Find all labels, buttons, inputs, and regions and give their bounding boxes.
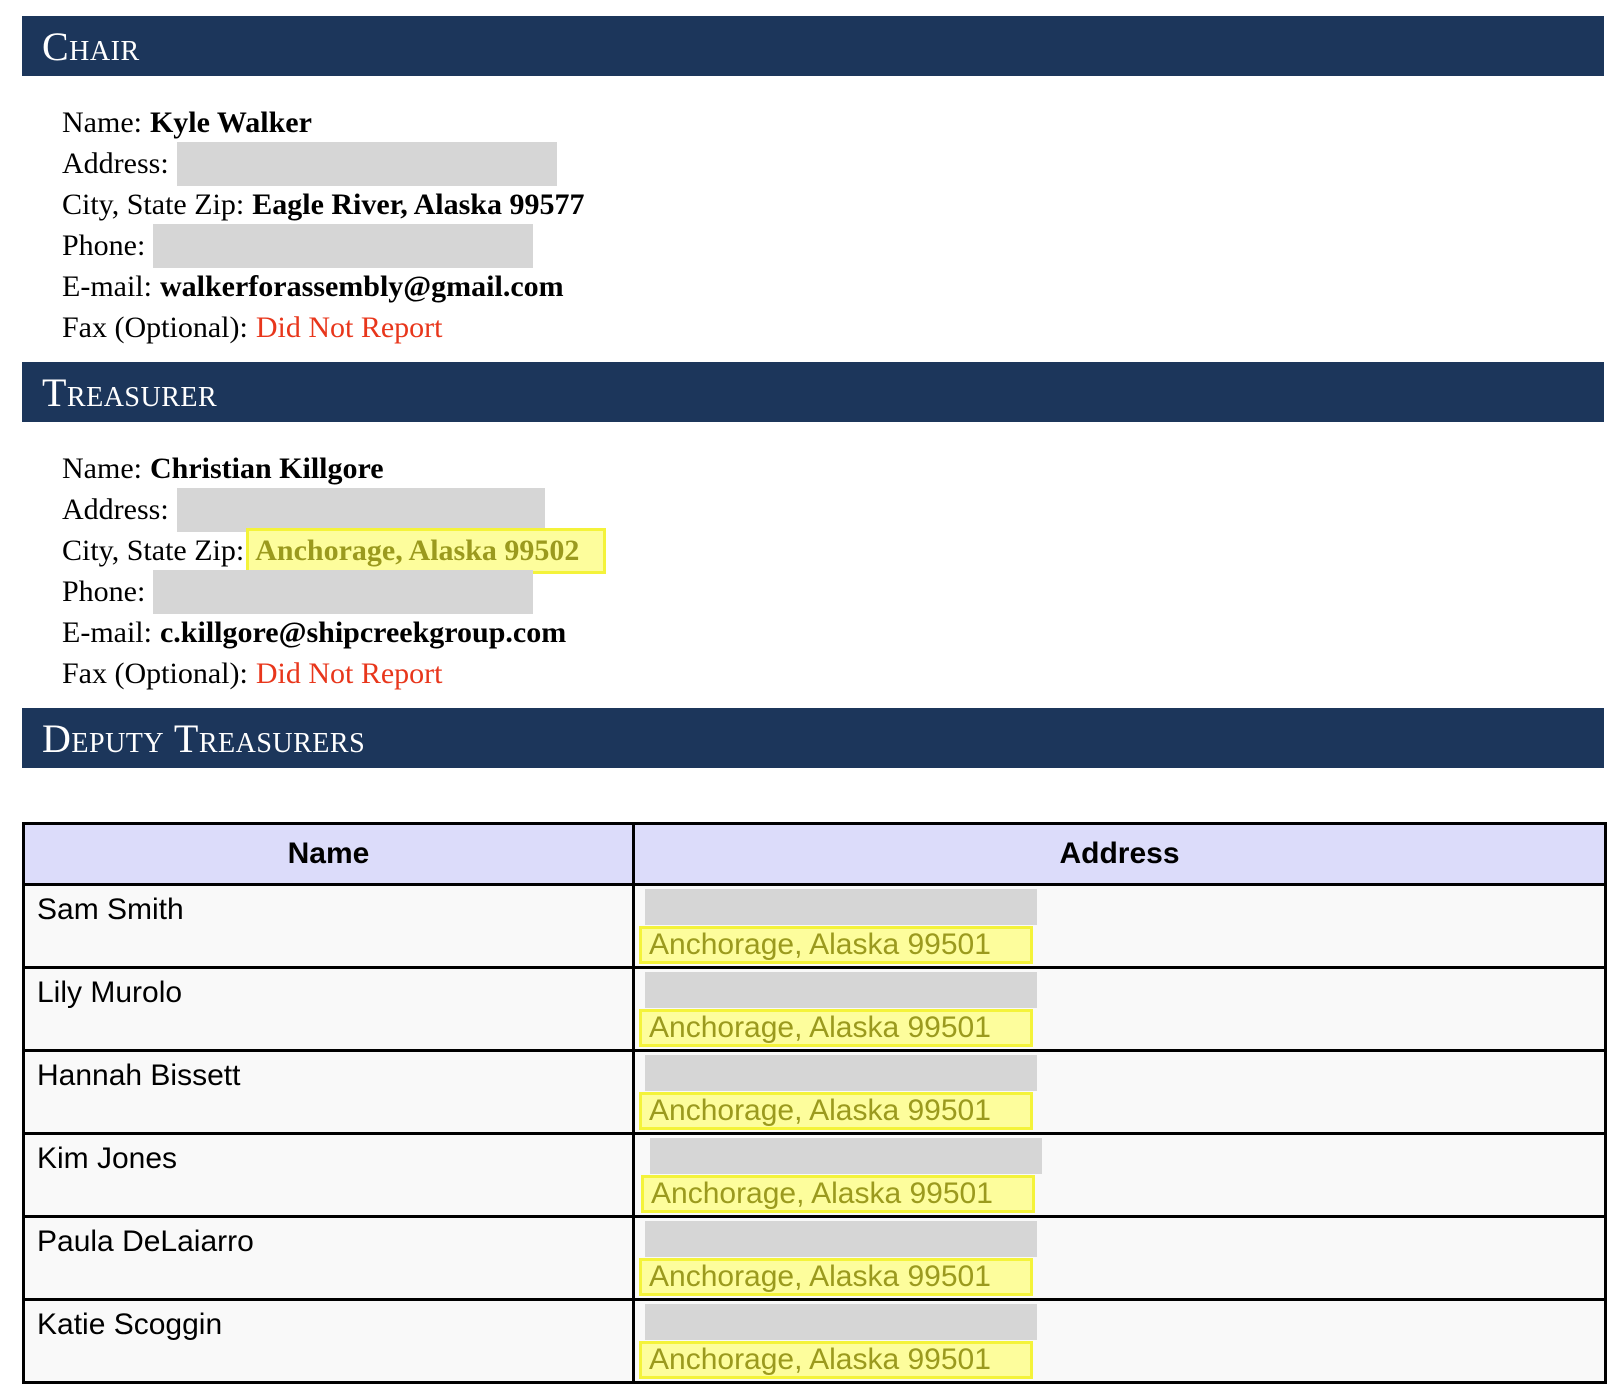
treasurer-email-row (62, 612, 606, 653)
chair-address-redaction (177, 142, 557, 186)
table-row (24, 1300, 1606, 1383)
chair-city-row (62, 184, 584, 225)
treasurer-name-value: Christian Killgore (149, 452, 384, 485)
address-cell (634, 1134, 1606, 1217)
treasurer-fax-label: Fax (Optional): (62, 657, 248, 690)
treasurer-email-value: c.killgore@shipcreekgroup.com (159, 616, 567, 649)
treasurer-phone-redaction (153, 570, 533, 614)
address-redaction (645, 1221, 1037, 1257)
treasurer-fax-row (62, 653, 606, 694)
chair-fax-label: Fax (Optional): (62, 311, 248, 344)
address-redaction (645, 972, 1037, 1008)
treasurer-header-title: Treasurer (42, 369, 218, 415)
name-cell (24, 1134, 634, 1217)
chair-email-label: E-mail: (62, 270, 152, 303)
address-cell (634, 1300, 1606, 1383)
treasurer-city-label: City, State Zip: (62, 534, 245, 567)
table-row (24, 968, 1606, 1051)
chair-name-label: Name: (62, 106, 142, 139)
treasurer-details (62, 448, 606, 694)
city-highlight: Anchorage, Alaska 99501 (639, 1258, 1033, 1296)
address-redaction (645, 889, 1037, 925)
treasurer-fax-value: Did Not Report (255, 657, 443, 690)
chair-fax-value: Did Not Report (255, 311, 443, 344)
city-highlight: Anchorage, Alaska 99501 (639, 1092, 1033, 1130)
deputy-name: Katie Scoggin (37, 1308, 223, 1341)
chair-phone-redaction (153, 224, 533, 268)
treasurer-address-redaction (177, 488, 545, 532)
treasurer-name-row (62, 448, 606, 489)
chair-name-row (62, 102, 584, 143)
table-row (24, 1217, 1606, 1300)
treasurer-city-row (62, 530, 606, 571)
treasurer-address-label: Address: (62, 493, 169, 526)
chair-address-label: Address: (62, 147, 169, 180)
city-highlight: Anchorage, Alaska 99501 (639, 1009, 1033, 1047)
address-cell (634, 968, 1606, 1051)
city-highlight: Anchorage, Alaska 99501 (639, 926, 1033, 964)
deputy-name: Sam Smith (37, 893, 184, 926)
address-redaction (645, 1055, 1037, 1091)
treasurer-email-label: E-mail: (62, 616, 152, 649)
name-cell (24, 1217, 634, 1300)
chair-header-title: Chair (42, 23, 140, 69)
chair-phone-row (62, 225, 584, 266)
column-header-name: Name (24, 824, 634, 885)
treasurer-address-row (62, 489, 606, 530)
name-cell (24, 1051, 634, 1134)
chair-email-value: walkerforassembly@gmail.com (159, 270, 564, 303)
chair-city-label: City, State Zip: (62, 188, 245, 221)
address-redaction (645, 1304, 1037, 1340)
name-cell (24, 968, 634, 1051)
address-redaction (650, 1138, 1042, 1174)
treasurer-section-header (22, 362, 1604, 422)
name-cell (24, 885, 634, 968)
chair-email-row (62, 266, 584, 307)
deputy-treasurers-table (22, 822, 1607, 1384)
deputy-section-header (22, 708, 1604, 768)
table-row (24, 885, 1606, 968)
address-cell (634, 1217, 1606, 1300)
deputy-name: Lily Murolo (37, 976, 183, 1009)
name-cell (24, 1300, 634, 1383)
chair-section-header (22, 16, 1604, 76)
chair-fax-row (62, 307, 584, 348)
treasurer-phone-row (62, 571, 606, 612)
chair-name-value: Kyle Walker (149, 106, 312, 139)
address-cell (634, 1051, 1606, 1134)
deputy-name: Paula DeLaiarro (37, 1225, 254, 1258)
deputy-name: Hannah Bissett (37, 1059, 241, 1092)
chair-phone-label: Phone: (62, 229, 146, 262)
column-header-address: Address (634, 824, 1606, 885)
table-header-row (24, 824, 1606, 885)
treasurer-name-label: Name: (62, 452, 142, 485)
treasurer-phone-label: Phone: (62, 575, 146, 608)
chair-address-row (62, 143, 584, 184)
treasurer-city-highlight: Anchorage, Alaska 99502 (246, 528, 606, 574)
chair-city-value: Eagle River, Alaska 99577 (252, 188, 585, 221)
city-highlight: Anchorage, Alaska 99501 (639, 1341, 1033, 1379)
deputy-header-title: Deputy Treasurers (42, 715, 366, 761)
table-row (24, 1134, 1606, 1217)
address-cell (634, 885, 1606, 968)
table-row (24, 1051, 1606, 1134)
chair-details (62, 102, 584, 348)
city-highlight: Anchorage, Alaska 99501 (641, 1175, 1035, 1213)
deputy-name: Kim Jones (37, 1142, 178, 1175)
